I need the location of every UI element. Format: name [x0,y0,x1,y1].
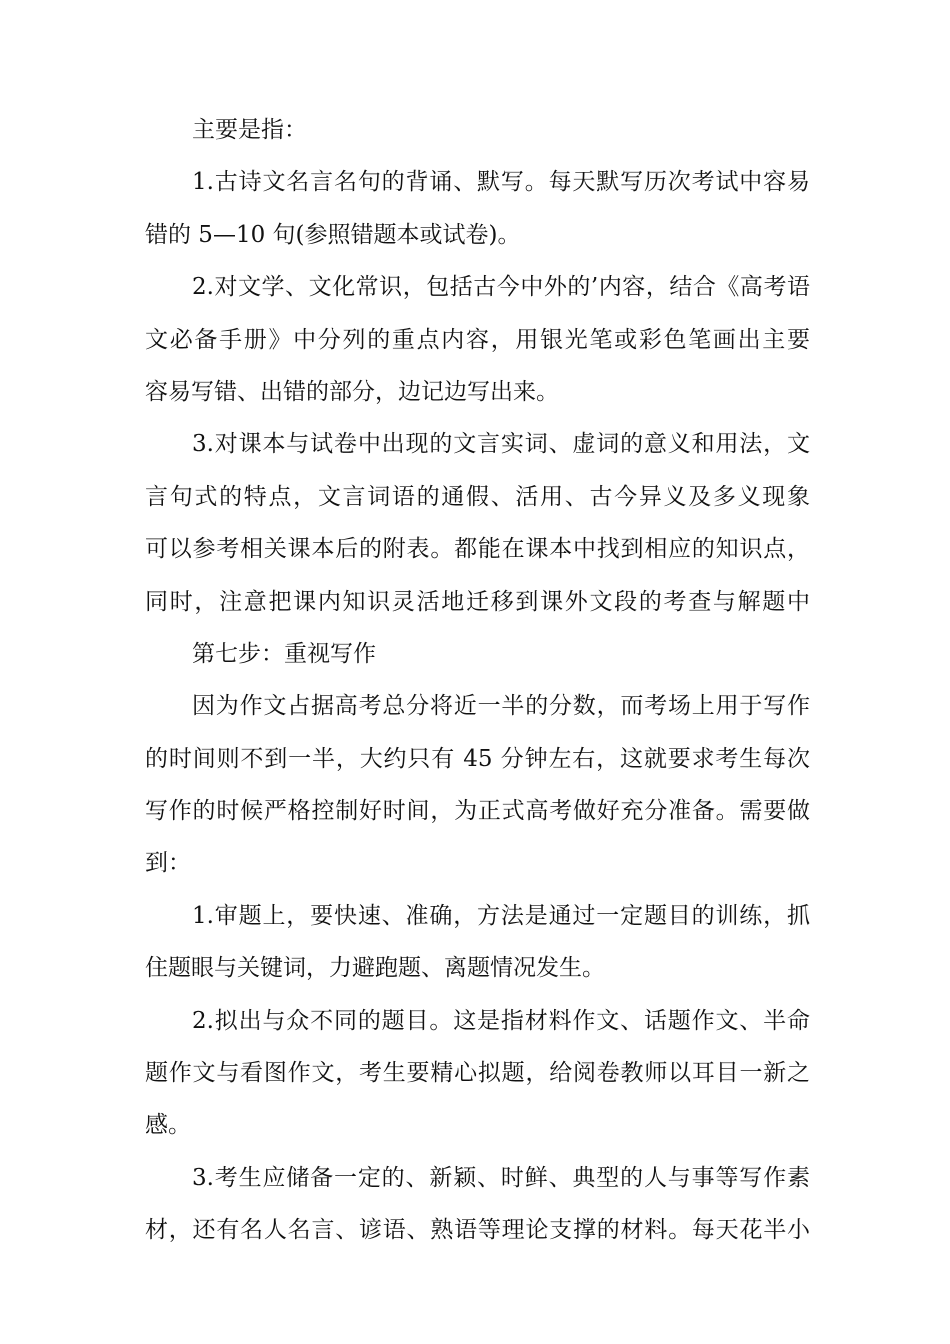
text-line: 言句式的特点，文言词语的通假、活用、古今异义及多义现象 [145,483,810,510]
text-line: 的时间则不到一半，大约只有 45 分钟左右，这就要求考生每次 [145,745,810,772]
text-line: 主要是指： [192,117,307,143]
body-text [145,104,810,1257]
text-line: 错的 5—10 句(参照错题本或试卷)。 [145,221,521,248]
text-line: 可以参考相关课本后的附表。都能在课本中找到相应的知识点， [145,536,810,563]
text-line: 材，还有名人名言、谚语、熟语等理论支撑的材料。每天花半小 [145,1217,810,1244]
text-line: 到： [145,850,191,877]
text-line: 感。 [145,1112,191,1139]
text-line: 1.古诗文名言名句的背诵、默写。每天默写历次考试中容易 [192,169,810,196]
text-line: 3.对课本与试卷中出现的文言实词、虚词的意义和用法，文 [192,431,810,458]
text-line: 3.考生应储备一定的、新颖、时鲜、典型的人与事等写作素 [192,1164,810,1191]
text-line: 写作的时候严格控制好时间，为正式高考做好充分准备。需要做 [145,798,810,825]
section-heading: 第七步：重视写作 [192,640,376,667]
text-line: 2.对文学、文化常识，包括古今中外的’内容，结合《高考语 [192,274,810,301]
text-line: 2.拟出与众不同的题目。这是指材料作文、话题作文、半命 [192,1007,810,1034]
text-line: 1.审题上，要快速、准确，方法是通过一定题目的训练，抓 [192,902,810,929]
text-line: 容易写错、出错的部分，边记边写出来。 [145,378,559,405]
text-line: 文必备手册》中分列的重点内容，用银光笔或彩色笔画出主要 [145,326,810,353]
text-line: 住题眼与关键词，力避跑题、离题情况发生。 [145,955,605,982]
text-line: 题作文与看图作文，考生要精心拟题，给阅卷教师以耳目一新之 [145,1060,810,1087]
text-line: 因为作文占据高考总分将近一半的分数，而考场上用于写作 [192,693,810,720]
text-line: 同时，注意把课内知识灵活地迁移到课外文段的考查与解题中 [145,588,810,615]
